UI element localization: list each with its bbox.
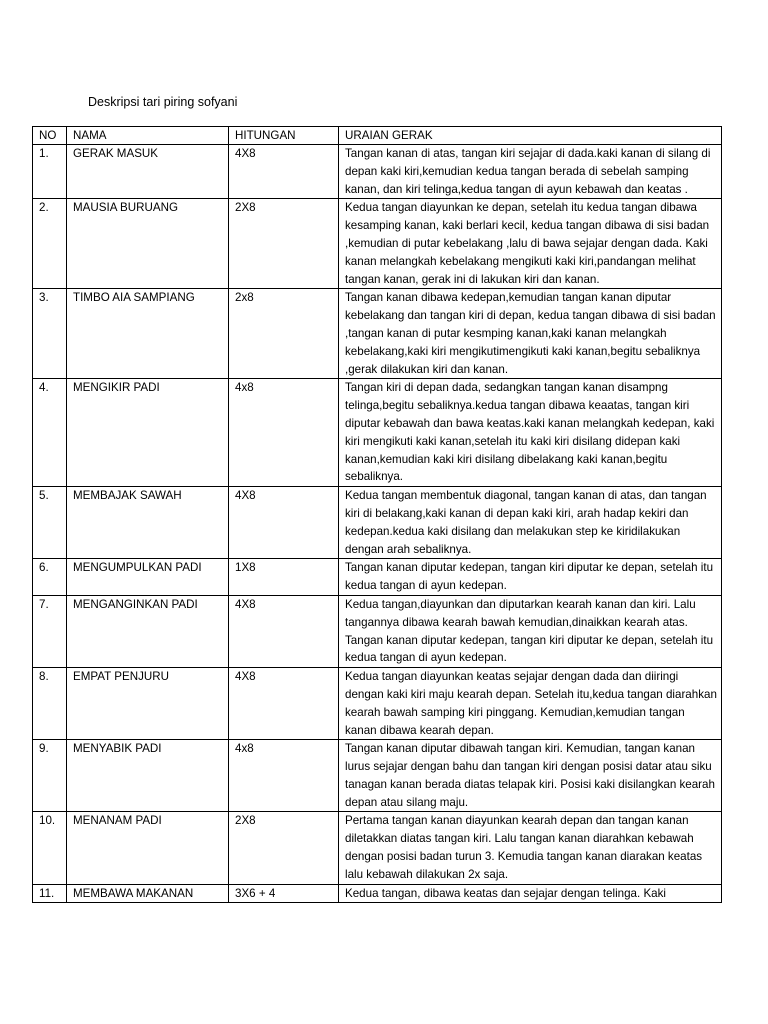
- header-uraian: URAIAN GERAK: [339, 127, 722, 145]
- row-hitungan: 3X6 + 4: [229, 884, 339, 903]
- row-no: 9.: [33, 740, 67, 812]
- row-uraian: Tangan kanan diputar dibawah tangan kiri. Kemudian, tangan kanan lurus sejajar dengan bahu dan tangan kiri dengan posisi datar atau siku tanagan kanan berada diatas telapak kiri. Posisi kaki disilangkan kearah depan atau silang maju.: [339, 740, 722, 812]
- row-no: 6.: [33, 559, 67, 596]
- table-row: [33, 487, 722, 559]
- row-uraian: Kedua tangan, dibawa keatas dan sejajar dengan telinga. Kaki: [339, 884, 722, 903]
- row-no: 1.: [33, 145, 67, 199]
- row-nama: TIMBO AIA SAMPIANG: [67, 289, 229, 379]
- row-nama: MENGIKIR PADI: [67, 379, 229, 487]
- row-uraian: Pertama tangan kanan diayunkan kearah depan dan tangan kanan diletakkan diatas tangan kiri. Lalu tangan kanan diarahkan kebawah dengan posisi badan turun 3. Kemudia tangan kanan diarakan keatas lalu kebawah dilakukan 2x saja.: [339, 812, 722, 884]
- header-no: NO: [33, 127, 67, 145]
- table-row: [33, 145, 722, 199]
- row-uraian: Tangan kanan dibawa kedepan,kemudian tangan kanan diputar kebelakang dan tangan kiri di depan, kedua tangan dibawa di sisi badan ,tangan kanan di putar kesmping kanan,kaki kanan melangkah kebelakang,kaki kiri mengikutimengikuti kaki kanan,begitu sebaliknya ,gerak dilakukan kiri dan kanan.: [339, 289, 722, 379]
- row-no: 3.: [33, 289, 67, 379]
- row-hitungan: 2X8: [229, 812, 339, 884]
- row-hitungan: 4x8: [229, 379, 339, 487]
- table-row: [33, 884, 722, 903]
- row-hitungan: 4X8: [229, 145, 339, 199]
- row-nama: MEMBAJAK SAWAH: [67, 487, 229, 559]
- table-header-row: [33, 127, 722, 145]
- row-uraian: Kedua tangan,diayunkan dan diputarkan kearah kanan dan kiri. Lalu tangannya dibawa kearah bawah kemudian,dinaikkan kearah atas. Tangan kanan diputar kedepan, tangan kiri diputar ke depan, setelah itu kedua tangan di ayun kedepan.: [339, 595, 722, 667]
- row-nama: MAUSIA BURUANG: [67, 199, 229, 289]
- row-hitungan: 4x8: [229, 740, 339, 812]
- dance-description-table: [32, 126, 722, 903]
- row-uraian: Kedua tangan diayunkan ke depan, setelah itu kedua tangan dibawa kesamping kanan, kaki berlari kecil, kedua tangan dibawa di sisi badan ,kemudian di putar kebelakang ,lalu di bawa sejajar dengan dada. Kaki kanan melangkah kebelakang mengikuti kaki kiri,pandangan melihat tangan kanan, gerak ini di lakukan kiri dan kanan.: [339, 199, 722, 289]
- header-nama: NAMA: [67, 127, 229, 145]
- row-hitungan: 4X8: [229, 668, 339, 740]
- row-no: 5.: [33, 487, 67, 559]
- row-nama: MENGANGINKAN PADI: [67, 595, 229, 667]
- table-row: [33, 379, 722, 487]
- row-no: 7.: [33, 595, 67, 667]
- row-uraian: Tangan kanan diputar kedepan, tangan kiri diputar ke depan, setelah itu kedua tangan di ayun kedepan.: [339, 559, 722, 596]
- row-hitungan: 4X8: [229, 595, 339, 667]
- row-hitungan: 1X8: [229, 559, 339, 596]
- document-title: Deskripsi tari piring sofyani: [88, 95, 238, 109]
- row-uraian: Kedua tangan diayunkan keatas sejajar dengan dada dan diiringi dengan kaki kiri maju kearah depan. Setelah itu,kedua tangan diarahkan kearah bawah samping kiri pinggang. Kemudian,kemudian tangan kanan dibawa kearah depan.: [339, 668, 722, 740]
- row-hitungan: 2X8: [229, 199, 339, 289]
- row-uraian: Tangan kanan di atas, tangan kiri sejajar di dada.kaki kanan di silang di depan kaki kiri,kemudian kedua tangan berada di sebelah samping kanan, dan kiri telinga,kedua tangan di ayun kebawah dan keatas .: [339, 145, 722, 199]
- row-nama: MEMBAWA MAKANAN: [67, 884, 229, 903]
- row-no: 10.: [33, 812, 67, 884]
- row-uraian: Tangan kiri di depan dada, sedangkan tangan kanan disampng telinga,begitu sebaliknya.kedua tangan dibawa keaatas, tangan kiri diputar kebawah dan bawa keatas.kaki kanan melangkah kedepan, kaki kiri mengikuti kaki kanan,setelah itu kaki kiri disilang didepan kaki kanan,kemudian kaki kiri disilang dibelakang kaki kanan,begitu sebaliknya.: [339, 379, 722, 487]
- table-row: [33, 199, 722, 289]
- table-row: [33, 812, 722, 884]
- row-hitungan: 2x8: [229, 289, 339, 379]
- table-row: [33, 289, 722, 379]
- table-row: [33, 559, 722, 596]
- header-hitungan: HITUNGAN: [229, 127, 339, 145]
- row-no: 11.: [33, 884, 67, 903]
- table-row: [33, 595, 722, 667]
- row-nama: EMPAT PENJURU: [67, 668, 229, 740]
- row-nama: MENYABIK PADI: [67, 740, 229, 812]
- row-no: 4.: [33, 379, 67, 487]
- row-no: 8.: [33, 668, 67, 740]
- row-no: 2.: [33, 199, 67, 289]
- table-row: [33, 668, 722, 740]
- row-nama: MENGUMPULKAN PADI: [67, 559, 229, 596]
- row-nama: GERAK MASUK: [67, 145, 229, 199]
- row-nama: MENANAM PADI: [67, 812, 229, 884]
- row-uraian: Kedua tangan membentuk diagonal, tangan kanan di atas, dan tangan kiri di belakang,kaki kanan di depan kaki kiri, arah hadap kekiri dan kedepan.kedua kaki disilang dan melakukan step ke kiridilakukan dengan arah sebaliknya.: [339, 487, 722, 559]
- table-row: [33, 740, 722, 812]
- row-hitungan: 4X8: [229, 487, 339, 559]
